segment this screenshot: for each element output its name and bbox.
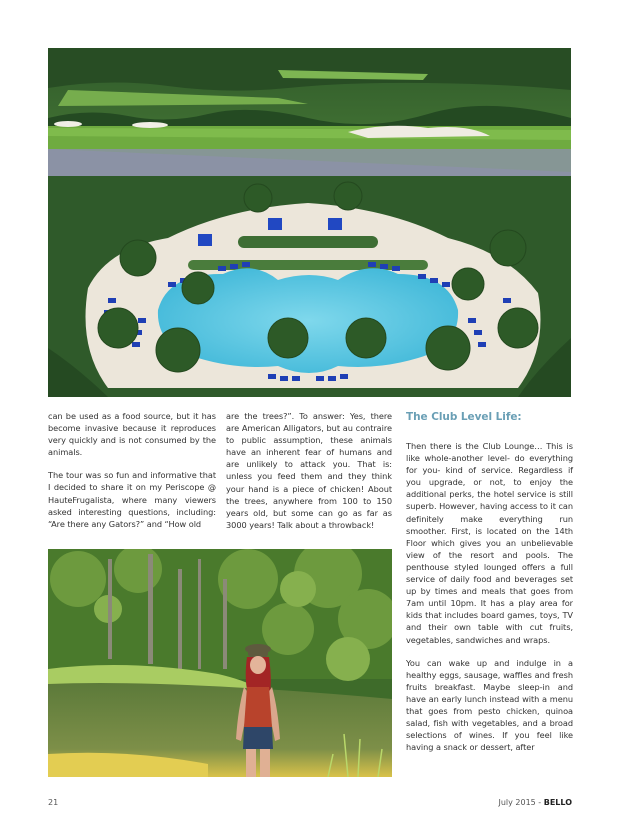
issue-date: July 2015 - xyxy=(498,798,544,807)
paragraph: The tour was so fun and informative that I decided to share it on my Periscope @ HauteFrugalista, where many viewers asked interesting questions, including: “Are there any Gators?” and “How old xyxy=(48,470,216,529)
section-heading: The Club Level Life: xyxy=(406,411,522,423)
paragraph: are the trees?”. To answer: Yes, there are American Alligators, but au contraire to public assumption, these animals have an inherent fear of humans and are unlikely to attack you. That is: unless you feed them and they think your hand is a piece of chicken! About the trees, anywhere from 100 to 150 years old, but some can go as far as 3000 years! Talk about a throwback! xyxy=(226,411,392,530)
river-portrait-photo xyxy=(48,549,392,777)
article-column-2 xyxy=(226,410,392,542)
article-column-3 xyxy=(406,410,573,764)
paragraph: can be used as a food source, but it has become invasive because it reproduces very quickly and is not consumed by the animals. xyxy=(48,411,216,458)
paragraph: Then there is the Club Lounge… This is like whole-another level- do everything for you- kind of service. Regardless if you upgrade, or not, to enjoy the additional perks, the hotel service is still superb. However, having access to it can definitely make everything run smoother. First, is located on the 14th Floor which gives you an unbelievable view of the resort and pools. The penthouse styled lounged offers a full service of daily food and beverages set up by times and meals that goes from 7am until 10pm. It has a play area for kids that includes board games, toys, TV and their own table with cut fruits, vegetables, sandwiches and wraps. xyxy=(406,441,573,645)
paragraph: You can wake up and indulge in a healthy eggs, sausage, waffles and fresh fruits breakfast. Maybe sleep-in and have an early lunch instead with a menu that goes from pesto chicken, quinoa salad, fish with vegetables, and a broad selections of wines. If you feel like having a snack or dessert, after xyxy=(406,657,573,753)
page-number: 21 xyxy=(48,798,59,807)
article-column-1 xyxy=(48,410,216,541)
magazine-name: BELLO xyxy=(543,798,572,807)
resort-pool-aerial-photo xyxy=(48,48,571,397)
issue-info xyxy=(498,798,572,807)
